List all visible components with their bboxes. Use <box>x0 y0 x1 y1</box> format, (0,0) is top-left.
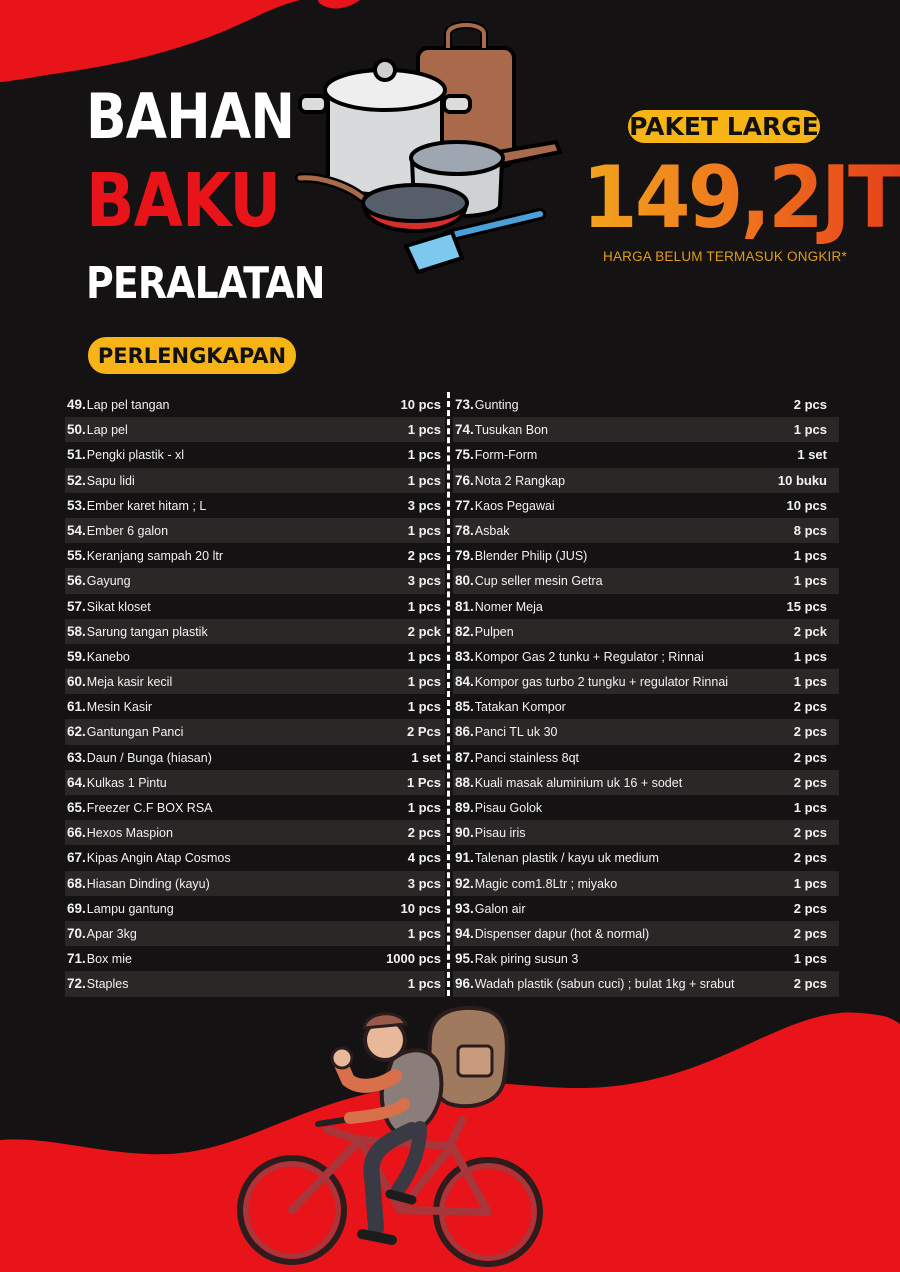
item-name: Tusukan Bon <box>474 423 548 438</box>
item-quantity: 1 pcs <box>407 976 441 992</box>
item-quantity: 1 pcs <box>407 598 441 614</box>
item-name: Ember karet hitam ; L <box>86 498 207 513</box>
section-label-badge: PERLENGKAPAN <box>88 337 296 374</box>
item-name: Sikat kloset <box>86 599 151 614</box>
item-quantity: 2 pcs <box>407 548 441 564</box>
item-number: 56. <box>67 573 86 589</box>
item-quantity: 1 pcs <box>793 951 827 967</box>
item-number: 78. <box>455 522 474 538</box>
item-number: 76. <box>455 472 474 488</box>
item-name: Lampu gantung <box>86 901 174 916</box>
item-quantity: 1 pcs <box>407 472 441 488</box>
item-number: 94. <box>455 925 474 941</box>
item-name: Daun / Bunga (hiasan) <box>86 750 212 765</box>
item-quantity: 1 pcs <box>407 699 441 715</box>
item-number: 58. <box>67 623 86 639</box>
item-number: 50. <box>67 422 86 438</box>
item-quantity: 2 pck <box>793 623 827 639</box>
item-quantity: 2 pcs <box>793 850 827 866</box>
item-quantity: 2 pcs <box>793 774 827 790</box>
item-name: Gantungan Panci <box>86 725 184 740</box>
item-number: 80. <box>455 573 474 589</box>
item-quantity: 1 pcs <box>793 674 827 690</box>
item-name: Pengki plastik - xl <box>86 448 185 463</box>
item-number: 53. <box>67 497 86 513</box>
item-number: 81. <box>455 598 474 614</box>
item-quantity: 1 pcs <box>793 875 827 891</box>
item-name: Dispenser dapur (hot & normal) <box>474 926 650 941</box>
item-number: 69. <box>67 900 86 916</box>
item-number: 61. <box>67 699 86 715</box>
item-number: 70. <box>67 925 86 941</box>
item-name: Blender Philip (JUS) <box>474 549 588 564</box>
item-number: 93. <box>455 900 474 916</box>
title-peralatan: PERALATAN <box>86 258 325 309</box>
item-number: 89. <box>455 800 474 815</box>
item-number: 84. <box>455 674 474 690</box>
item-name: Mesin Kasir <box>86 700 153 715</box>
item-name: Box mie <box>86 952 132 967</box>
item-number: 68. <box>67 875 86 891</box>
item-number: 77. <box>455 497 474 513</box>
item-number: 86. <box>455 724 474 740</box>
title-bahan: BAHAN <box>86 80 295 153</box>
item-quantity: 1 pcs <box>407 422 441 438</box>
item-number: 65. <box>67 800 86 815</box>
item-name: Sarung tangan plastik <box>86 624 208 639</box>
item-number: 60. <box>67 674 86 690</box>
item-name: Freezer C.F BOX RSA <box>86 801 213 815</box>
item-quantity: 2 pcs <box>793 749 827 765</box>
item-quantity: 1 pcs <box>793 548 827 564</box>
item-name: Gayung <box>86 574 131 589</box>
item-number: 54. <box>67 522 86 538</box>
item-number: 90. <box>455 825 474 841</box>
item-number: 74. <box>455 422 474 438</box>
item-name: Kulkas 1 Pintu <box>86 775 167 790</box>
title-baku: BAKU <box>86 158 281 244</box>
item-name: Kaos Pegawai <box>474 498 555 513</box>
item-number: 51. <box>67 447 86 463</box>
item-number: 87. <box>455 749 474 765</box>
item-number: 62. <box>67 724 86 740</box>
item-quantity: 1000 pcs <box>386 951 441 967</box>
item-quantity: 3 pcs <box>407 497 441 513</box>
item-name: Galon air <box>474 901 526 916</box>
item-number: 95. <box>455 951 474 967</box>
item-number: 63. <box>67 749 86 765</box>
item-name: Panci TL uk 30 <box>474 725 558 740</box>
item-quantity: 10 pcs <box>400 397 441 412</box>
item-name: Sapu lidi <box>86 473 135 488</box>
item-quantity: 2 pcs <box>793 900 827 916</box>
item-name: Talenan plastik / kayu uk medium <box>474 851 659 866</box>
item-quantity: 1 pcs <box>793 648 827 664</box>
item-name: Staples <box>86 977 129 992</box>
item-number: 55. <box>67 548 86 564</box>
item-name: Lap pel <box>86 423 128 438</box>
price-note: HARGA BELUM TERMASUK ONGKIR* <box>603 249 847 264</box>
package-label-badge: PAKET LARGE <box>629 112 819 141</box>
item-number: 88. <box>455 774 474 790</box>
item-name: Form-Form <box>474 448 538 463</box>
item-name: Kompor Gas 2 tunku + Regulator ; Rinnai <box>474 649 704 664</box>
item-name: Lap pel tangan <box>86 398 170 412</box>
item-name: Rak piring susun 3 <box>474 952 579 967</box>
item-quantity: 4 pcs <box>407 850 441 866</box>
item-name: Ember 6 galon <box>86 523 169 538</box>
item-number: 49. <box>67 397 86 412</box>
item-quantity: 1 pcs <box>793 573 827 589</box>
item-name: Meja kasir kecil <box>86 675 173 690</box>
item-quantity: 2 pcs <box>793 925 827 941</box>
item-number: 71. <box>67 951 86 967</box>
item-name: Tatakan Kompor <box>474 700 566 715</box>
item-number: 59. <box>67 648 86 664</box>
item-number: 85. <box>455 699 474 715</box>
item-name: Pulpen <box>474 624 514 639</box>
item-number: 66. <box>67 825 86 841</box>
item-number: 64. <box>67 774 86 790</box>
item-number: 92. <box>455 875 474 891</box>
item-name: Hiasan Dinding (kayu) <box>86 876 210 891</box>
item-quantity: 2 pcs <box>793 976 827 992</box>
item-number: 67. <box>67 850 86 866</box>
item-quantity: 1 set <box>411 749 441 765</box>
item-quantity: 2 pck <box>407 623 441 639</box>
item-quantity: 1 pcs <box>407 522 441 538</box>
item-quantity: 1 Pcs <box>407 774 441 790</box>
item-name: Kompor gas turbo 2 tungku + regulator Rinnai <box>474 675 729 690</box>
item-quantity: 2 pcs <box>793 397 827 412</box>
item-quantity: 10 pcs <box>400 900 441 916</box>
item-number: 91. <box>455 850 474 866</box>
item-quantity: 10 buku <box>777 472 827 488</box>
item-name: Pisau Golok <box>474 801 543 815</box>
item-quantity: 10 pcs <box>786 497 827 513</box>
item-name: Apar 3kg <box>86 926 137 941</box>
item-number: 75. <box>455 447 474 463</box>
item-quantity: 2 pcs <box>793 825 827 841</box>
item-name: Magic com1.8Ltr ; miyako <box>474 876 618 891</box>
item-number: 52. <box>67 472 86 488</box>
item-quantity: 1 pcs <box>793 422 827 438</box>
item-number: 96. <box>455 976 474 992</box>
item-name: Kanebo <box>86 649 130 664</box>
item-number: 82. <box>455 623 474 639</box>
item-quantity: 1 set <box>797 447 827 463</box>
item-quantity: 1 pcs <box>407 648 441 664</box>
item-name: Nota 2 Rangkap <box>474 473 566 488</box>
item-number: 72. <box>67 976 86 992</box>
item-quantity: 15 pcs <box>786 598 827 614</box>
item-number: 83. <box>455 648 474 664</box>
item-name: Panci stainless 8qt <box>474 750 580 765</box>
item-number: 57. <box>67 598 86 614</box>
item-quantity: 1 pcs <box>407 800 441 815</box>
item-number: 73. <box>455 397 474 412</box>
item-quantity: 2 Pcs <box>407 724 441 740</box>
item-name: Kipas Angin Atap Cosmos <box>86 851 231 866</box>
item-quantity: 3 pcs <box>407 573 441 589</box>
item-name: Cup seller mesin Getra <box>474 574 603 589</box>
item-quantity: 2 pcs <box>793 699 827 715</box>
item-quantity: 1 pcs <box>407 674 441 690</box>
item-name: Wadah plastik (sabun cuci) ; bulat 1kg + srabut <box>474 977 735 992</box>
item-quantity: 2 pcs <box>407 825 441 841</box>
item-quantity: 8 pcs <box>793 522 827 538</box>
item-name: Asbak <box>474 523 510 538</box>
item-quantity: 1 pcs <box>407 925 441 941</box>
item-name: Hexos Maspion <box>86 826 173 841</box>
item-name: Keranjang sampah 20 ltr <box>86 549 223 564</box>
item-quantity: 3 pcs <box>407 875 441 891</box>
item-name: Nomer Meja <box>474 599 543 614</box>
item-number: 79. <box>455 548 474 564</box>
item-name: Pisau iris <box>474 826 526 841</box>
package-price: 149,2JT <box>582 148 900 248</box>
item-quantity: 1 pcs <box>407 447 441 463</box>
item-name: Kuali masak aluminium uk 16 + sodet <box>474 775 683 790</box>
item-name: Gunting <box>474 398 519 412</box>
item-quantity: 2 pcs <box>793 724 827 740</box>
item-quantity: 1 pcs <box>793 800 827 815</box>
